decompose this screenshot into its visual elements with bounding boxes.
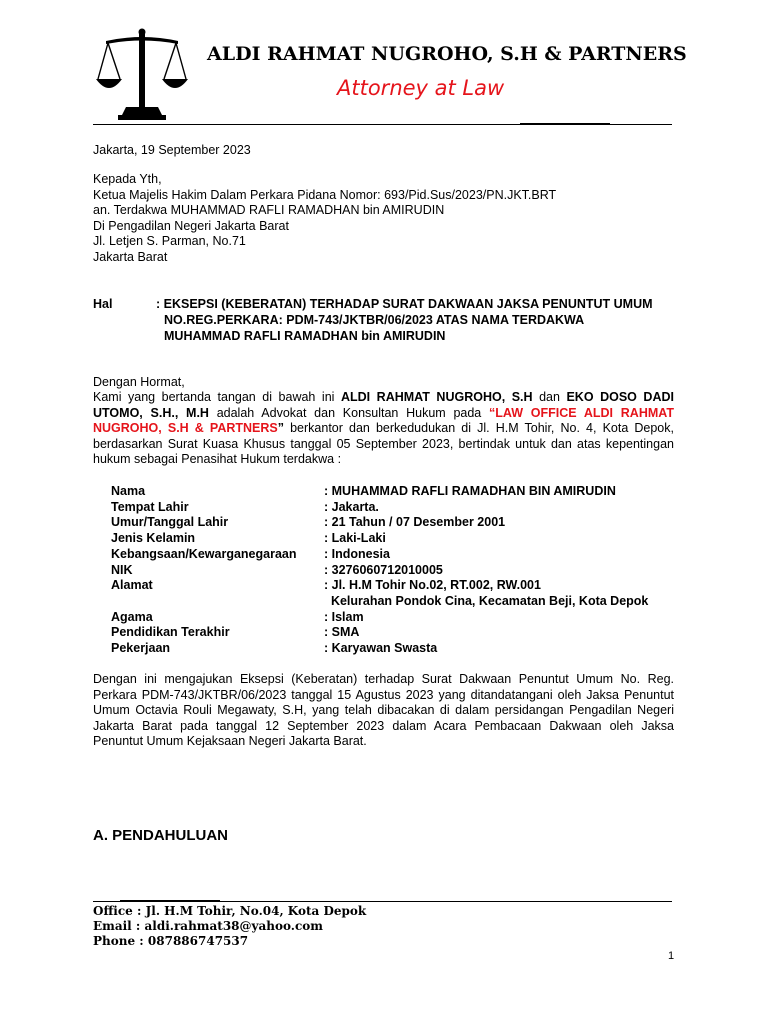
- identity-value: : MUHAMMAD RAFLI RAMADHAN BIN AMIRUDIN: [324, 484, 616, 498]
- recipient-line: an. Terdakwa MUHAMMAD RAFLI RAMADHAN bin AMIRUDIN: [93, 203, 445, 217]
- subject-line: NO.REG.PERKARA: PDM-743/JKTBR/06/2023 ATAS NAMA TERDAKWA: [164, 313, 585, 327]
- advocate-name-1: ALDI RAHMAT NUGROHO, S.H: [340, 390, 533, 404]
- footer-rule-accent: [120, 900, 220, 902]
- page-number: 1: [668, 950, 675, 962]
- date-line: Jakarta, 19 September 2023: [93, 143, 251, 157]
- identity-label: Pendidikan Terakhir: [111, 625, 230, 640]
- recipient-line: Di Pengadilan Negeri Jakarta Barat: [93, 219, 289, 233]
- identity-label: Pekerjaan: [111, 641, 171, 655]
- subject-line: MUHAMMAD RAFLI RAMADHAN bin AMIRUDIN: [164, 329, 446, 343]
- intro-paragraph: Kami yang bertanda tangan di bawah ini ALDI RAHMAT NUGROHO, S.H dan EKO DOSO DADI UTOMO, S.H., M.H adalah Advokat dan Konsultan Hukum pada “LAW OFFICE ALDI RAHMAT NUGROHO, S.H & PARTNERS” berkantor dan berkedudukan di Jl. H.M Tohir, No. 4, Kota Depok, berdasarkan Surat Kuasa Khusus tanggal 05 September 2023, bertindak untuk dan atas kepentingan hukum sebagai Penasihat Hukum terdakwa :: [93, 390, 674, 466]
- firm-subtitle: Attorney at Law: [337, 76, 505, 100]
- identity-label: Alamat: [111, 578, 153, 593]
- section-heading: A. PENDAHULUAN: [93, 827, 228, 844]
- identity-value: : 3276060712010005: [324, 562, 443, 577]
- identity-value: : 21 Tahun / 07 Desember 2001: [324, 515, 506, 530]
- firm-name: ALDI RAHMAT NUGROHO, S.H & PARTNERS: [207, 43, 687, 65]
- identity-label: Agama: [111, 609, 153, 624]
- identity-value: Kelurahan Pondok Cina, Kecamatan Beji, Kota Depok: [324, 593, 649, 608]
- identity-value: : Jl. H.M Tohir No.02, RT.002, RW.001: [324, 578, 541, 593]
- subject-line: : EKSEPSI (KEBERATAN) TERHADAP SURAT DAKWAAN JAKSA PENUNTUT UMUM: [156, 297, 653, 311]
- recipient-greeting: Kepada Yth,: [93, 172, 162, 186]
- identity-value: : Karyawan Swasta: [324, 641, 438, 655]
- identity-label: Tempat Lahir: [111, 499, 189, 514]
- identity-label: Umur/Tanggal Lahir: [111, 515, 229, 530]
- identity-value: : Islam: [324, 609, 364, 624]
- identity-label: Kebangsaan/Kewarganegaraan: [111, 546, 297, 561]
- recipient-line: Jl. Letjen S. Parman, No.71: [93, 234, 246, 248]
- identity-label: Jenis Kelamin: [111, 531, 196, 546]
- identity-value: : Jakarta.: [324, 499, 379, 514]
- body-paragraph: Dengan ini mengajukan Eksepsi (Keberatan) terhadap Surat Dakwaan Penuntut Umum No. Reg. Perkara PDM-743/JKTBR/06/2023 tanggal 15 Agustus 2023 yang ditandatangani oleh Jaksa Penuntut Umum Octavia Rouli Megawaty, S.H, yang telah dibacakan di dalam persidangan Pengadilan Negeri Jakarta Barat pada tanggal 12 September 2023 dalam Acara Pembacaan Dakwaan oleh Jaksa Penuntut Umum Kejaksaan Negeri Jakarta Barat.: [93, 672, 674, 748]
- footer-office: Office : Jl. H.M Tohir, No.04, Kota Depok: [93, 904, 367, 918]
- identity-value: : Laki-Laki: [324, 531, 386, 546]
- subject-label: Hal: [93, 297, 113, 311]
- footer-phone: Phone : 087886747537: [93, 934, 249, 948]
- identity-label: Nama: [111, 484, 146, 498]
- advocate-name-2: EKO DOSO DADI: [566, 390, 674, 404]
- recipient-line: Jakarta Barat: [93, 250, 168, 264]
- identity-label: NIK: [111, 562, 133, 577]
- recipient-line: Ketua Majelis Hakim Dalam Perkara Pidana Nomor: 693/Pid.Sus/2023/PN.JKT.BRT: [93, 188, 557, 202]
- footer-email: Email : aldi.rahmat38@yahoo.com: [93, 919, 323, 933]
- identity-value: : Indonesia: [324, 546, 390, 561]
- law-office-name: “LAW OFFICE ALDI RAHMAT: [489, 405, 674, 420]
- header-rule-accent: [520, 123, 610, 125]
- scales-of-justice-icon: [96, 27, 188, 123]
- identity-value: : SMA: [324, 625, 360, 640]
- salutation: Dengan Hormat,: [93, 375, 185, 389]
